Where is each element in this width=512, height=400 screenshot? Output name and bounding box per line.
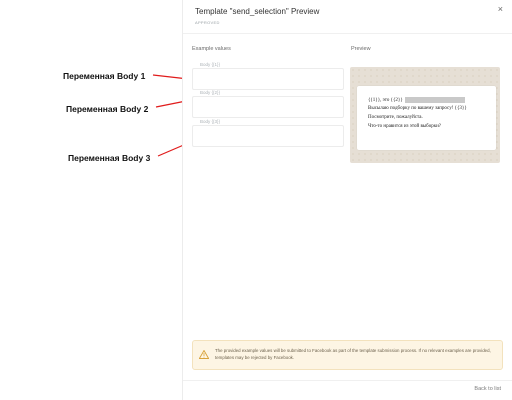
close-icon[interactable]: × (497, 4, 503, 14)
annotation-label-body-1: Переменная Body 1 (63, 71, 146, 81)
message-preview (350, 67, 500, 163)
body-3-input[interactable] (193, 126, 343, 146)
message-line-4: Что-то нравится из этой выборки? (368, 124, 442, 129)
message-line-2: Высылаю подборку по вашему запросу! {{3}} (368, 106, 467, 111)
annotation-area (0, 0, 182, 400)
back-to-list-link[interactable]: Back to list (474, 386, 501, 392)
body-2-input[interactable] (193, 97, 343, 117)
body-3-field (192, 119, 344, 147)
template-preview-panel (182, 0, 512, 400)
warning-icon (199, 350, 209, 359)
body-2-field (192, 90, 344, 118)
body-1-field (192, 62, 344, 90)
message-line-1 (368, 97, 465, 103)
message-bubble (357, 86, 496, 150)
body-3-label: Body {{3}} (200, 119, 221, 124)
preview-heading: Preview (351, 46, 371, 52)
body-1-label: Body {{1}} (200, 62, 221, 67)
header-divider (183, 33, 512, 34)
warning-banner (192, 340, 503, 370)
status-badge: APPROVED (195, 20, 220, 25)
redacted-block (405, 97, 465, 103)
warning-text: The provided example values will be submitted to Facebook as part of the template submission process. If no relevant examples are provided, templates may be rejected by Facebook. (215, 348, 491, 360)
annotation-label-body-3: Переменная Body 3 (68, 153, 151, 163)
example-values-heading: Example values (192, 46, 231, 52)
body-1-input[interactable] (193, 69, 343, 89)
panel-title: Template "send_selection" Preview (195, 7, 320, 16)
body-2-label: Body {{2}} (200, 90, 221, 95)
message-line-1-text: {{1}}, это {{2}} (368, 98, 403, 104)
footer-divider (183, 380, 512, 381)
annotation-label-body-2: Переменная Body 2 (66, 104, 149, 114)
message-line-3: Посмотрите, пожалуйста. (368, 115, 423, 120)
